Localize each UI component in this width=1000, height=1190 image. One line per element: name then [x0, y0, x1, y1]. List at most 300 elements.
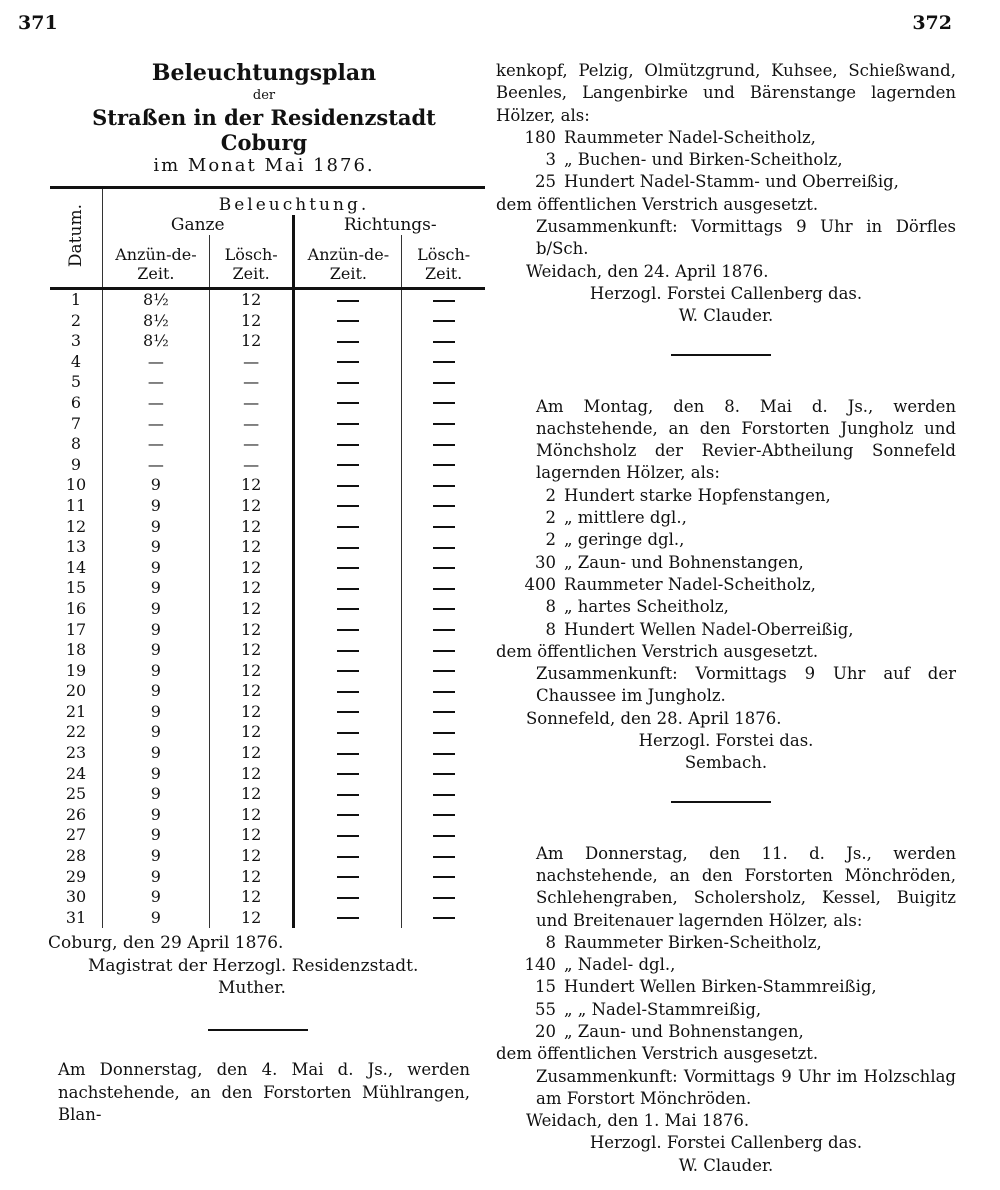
- extinguish-cell: 12: [209, 475, 294, 496]
- extinguish-cell: 12: [209, 764, 294, 785]
- directional-extinguish-cell: [402, 311, 485, 332]
- directional-extinguish-cell: [402, 393, 485, 414]
- dash-mark: [337, 382, 359, 384]
- table-row: [50, 764, 485, 785]
- list-item: [496, 1021, 956, 1043]
- ignite-cell: 9: [103, 867, 210, 888]
- ignite-cell: 9: [103, 661, 210, 682]
- directional-ignite-cell: [294, 537, 402, 558]
- dash-mark: [337, 341, 359, 343]
- directional-ignite-cell: [294, 722, 402, 743]
- dash-mark: [337, 773, 359, 775]
- dash-mark: [337, 526, 359, 528]
- table-row: [50, 846, 485, 867]
- extinguish-cell: 12: [209, 681, 294, 702]
- date-cell: 6: [70, 392, 82, 412]
- ignite-cell: 9: [103, 846, 210, 867]
- table-row: [50, 805, 485, 826]
- notice-block-2: [496, 396, 956, 775]
- extinguish-cell: 12: [209, 620, 294, 641]
- directional-ignite-cell: [294, 846, 402, 867]
- date-cell: 16: [65, 598, 87, 618]
- table-row: [50, 640, 485, 661]
- date-cell: 28: [65, 846, 87, 866]
- notice-3-name: W. Clauder.: [678, 1155, 774, 1175]
- date-cell: 11: [65, 495, 87, 515]
- col-anzuende-1: Anzün-de-Zeit.: [103, 235, 210, 289]
- directional-ignite-cell: [294, 517, 402, 538]
- dash-mark: [433, 382, 455, 384]
- dash-mark: [433, 670, 455, 672]
- ignite-cell: 8½: [103, 311, 210, 332]
- table-row: [50, 496, 485, 517]
- item-quantity: 25: [535, 172, 556, 192]
- item-quantity: 400: [524, 574, 556, 594]
- item-text: „ Nadel- dgl.,: [564, 955, 676, 975]
- directional-extinguish-cell: [402, 825, 485, 846]
- dash-mark: [433, 444, 455, 446]
- dash-mark: [433, 402, 455, 404]
- dash-mark: [433, 835, 455, 837]
- extinguish-cell: 12: [209, 496, 294, 517]
- directional-extinguish-cell: [402, 434, 485, 455]
- dash-mark: [337, 711, 359, 713]
- list-item: [496, 976, 956, 998]
- table-row: [50, 620, 485, 641]
- ignite-cell: 9: [103, 908, 210, 929]
- dash-mark: [433, 917, 455, 919]
- dash-mark: [337, 650, 359, 652]
- page-number-left: 371: [18, 12, 58, 34]
- notice-3-after: dem öffentlichen Verstrich ausgesetzt.: [496, 1044, 819, 1064]
- sub-header-richtungs: Richtungs-: [294, 215, 485, 235]
- directional-extinguish-cell: [402, 620, 485, 641]
- directional-extinguish-cell: [402, 558, 485, 579]
- list-item: [496, 932, 956, 954]
- directional-ignite-cell: [294, 455, 402, 476]
- plan-month: im Monat Mai 1876.: [153, 155, 375, 176]
- ignite-cell: —: [103, 455, 210, 476]
- extinguish-cell: 12: [209, 805, 294, 826]
- date-cell: 30: [65, 887, 87, 907]
- item-text: Hundert Nadel-Stamm- und Oberreißig,: [564, 172, 899, 192]
- item-quantity: 55: [535, 999, 556, 1019]
- notice-2-intro: Am Montag, den 8. Mai d. Js., werden nachstehende, an den Forstorten Jungholz und Mönchsholz der Revier-Abtheilung Sonnefeld lagernden Hölzer, als:: [536, 396, 956, 483]
- dash-mark: [433, 711, 455, 713]
- ignite-cell: 9: [103, 805, 210, 826]
- left-name: Muther.: [218, 978, 286, 998]
- ignite-cell: 8½: [103, 331, 210, 352]
- dash-mark: [337, 897, 359, 899]
- directional-extinguish-cell: [402, 887, 485, 908]
- extinguish-cell: 12: [209, 908, 294, 929]
- date-cell: 17: [65, 619, 87, 639]
- notice-2-office: Herzogl. Forstei das.: [638, 731, 814, 751]
- date-cell: 22: [65, 722, 87, 742]
- list-item: [496, 127, 956, 149]
- right-divider-1: [671, 354, 771, 356]
- lighting-table: [50, 186, 485, 928]
- directional-extinguish-cell: [402, 537, 485, 558]
- directional-ignite-cell: [294, 496, 402, 517]
- dash-mark: [433, 814, 455, 816]
- directional-extinguish-cell: [402, 722, 485, 743]
- directional-extinguish-cell: [402, 661, 485, 682]
- directional-ignite-cell: [294, 887, 402, 908]
- col-loesch-2: Lösch-Zeit.: [402, 235, 485, 289]
- directional-extinguish-cell: [402, 578, 485, 599]
- extinguish-cell: —: [209, 455, 294, 476]
- item-quantity: 180: [524, 127, 556, 147]
- table-row: [50, 661, 485, 682]
- extinguish-cell: 12: [209, 578, 294, 599]
- dash-mark: [433, 485, 455, 487]
- dash-mark: [433, 361, 455, 363]
- directional-ignite-cell: [294, 289, 402, 311]
- table-row: [50, 867, 485, 888]
- date-cell: 29: [65, 866, 87, 886]
- list-item: [496, 574, 956, 596]
- notice-2-meet: Zusammenkunft: Vormittags 9 Uhr auf der Chaussee im Jungholz.: [536, 664, 956, 706]
- list-item: [496, 596, 956, 618]
- right-column: [496, 60, 956, 1177]
- notice-1-after: dem öffentlichen Verstrich ausgesetzt.: [496, 194, 819, 214]
- ignite-cell: 9: [103, 599, 210, 620]
- date-cell: 24: [65, 763, 87, 783]
- extinguish-cell: 12: [209, 867, 294, 888]
- dash-mark: [337, 464, 359, 466]
- item-quantity: 140: [524, 955, 556, 975]
- table-row: [50, 475, 485, 496]
- dash-mark: [433, 567, 455, 569]
- dash-mark: [433, 300, 455, 302]
- dash-mark: [433, 547, 455, 549]
- notice-2-place: Sonnefeld, den 28. April 1876.: [526, 708, 782, 728]
- plan-subtitle: Straßen in der Residenzstadt Coburg: [92, 105, 436, 155]
- item-text: Raummeter Nadel-Scheitholz,: [564, 574, 816, 594]
- directional-ignite-cell: [294, 805, 402, 826]
- date-cell: 23: [65, 743, 87, 763]
- notice-1-name: W. Clauder.: [678, 306, 774, 326]
- directional-ignite-cell: [294, 578, 402, 599]
- date-cell: 9: [70, 454, 82, 474]
- extinguish-cell: 12: [209, 743, 294, 764]
- extinguish-cell: 12: [209, 640, 294, 661]
- date-cell: 20: [65, 681, 87, 701]
- extinguish-cell: 12: [209, 537, 294, 558]
- extinguish-cell: 12: [209, 825, 294, 846]
- directional-ignite-cell: [294, 867, 402, 888]
- item-quantity: 30: [535, 552, 556, 572]
- dash-mark: [337, 794, 359, 796]
- table-row: [50, 414, 485, 435]
- table-row: [50, 393, 485, 414]
- extinguish-cell: 12: [209, 722, 294, 743]
- date-cell: 7: [70, 413, 82, 433]
- list-item: [496, 999, 956, 1021]
- dash-mark: [337, 423, 359, 425]
- notice-2-after: dem öffentlichen Verstrich ausgesetzt.: [496, 641, 819, 661]
- table-row: [50, 681, 485, 702]
- date-cell: 31: [65, 907, 87, 927]
- left-issuer: Magistrat der Herzogl. Residenzstadt.: [88, 955, 419, 976]
- directional-extinguish-cell: [402, 681, 485, 702]
- directional-ignite-cell: [294, 702, 402, 723]
- ignite-cell: —: [103, 393, 210, 414]
- extinguish-cell: —: [209, 414, 294, 435]
- date-cell: 25: [65, 784, 87, 804]
- table-row: [50, 578, 485, 599]
- date-cell: 8: [70, 434, 82, 454]
- notice-block-1: [496, 60, 956, 328]
- item-text: Hundert Wellen Birken-Stammreißig,: [564, 977, 877, 997]
- page-number-right: 372: [912, 12, 952, 34]
- dash-mark: [337, 300, 359, 302]
- list-item: [496, 954, 956, 976]
- directional-extinguish-cell: [402, 331, 485, 352]
- directional-ignite-cell: [294, 640, 402, 661]
- table-row: [50, 599, 485, 620]
- item-text: „ Zaun- und Bohnenstangen,: [564, 1021, 804, 1041]
- dash-mark: [433, 691, 455, 693]
- extinguish-cell: 12: [209, 311, 294, 332]
- directional-ignite-cell: [294, 311, 402, 332]
- table-row: [50, 743, 485, 764]
- item-quantity: 20: [535, 1021, 556, 1041]
- directional-extinguish-cell: [402, 784, 485, 805]
- col-anzuende-2: Anzün-de-Zeit.: [294, 235, 402, 289]
- ignite-cell: 9: [103, 537, 210, 558]
- dash-mark: [433, 629, 455, 631]
- table-row: [50, 455, 485, 476]
- dash-mark: [337, 567, 359, 569]
- notice-3-place: Weidach, den 1. Mai 1876.: [526, 1111, 750, 1131]
- item-text: „ Zaun- und Bohnenstangen,: [564, 552, 804, 572]
- ignite-cell: 9: [103, 475, 210, 496]
- date-cell: 27: [65, 825, 87, 845]
- list-item: [496, 171, 956, 193]
- ignite-cell: 9: [103, 887, 210, 908]
- directional-extinguish-cell: [402, 640, 485, 661]
- directional-ignite-cell: [294, 908, 402, 929]
- dash-mark: [337, 320, 359, 322]
- notice-1-place: Weidach, den 24. April 1876.: [526, 261, 769, 281]
- extinguish-cell: 12: [209, 558, 294, 579]
- table-row: [50, 434, 485, 455]
- table-row: [50, 517, 485, 538]
- directional-extinguish-cell: [402, 475, 485, 496]
- item-quantity: 3: [545, 150, 556, 170]
- datum-header: Datum.: [66, 204, 86, 268]
- directional-extinguish-cell: [402, 908, 485, 929]
- extinguish-cell: 12: [209, 846, 294, 867]
- ignite-cell: 9: [103, 702, 210, 723]
- date-cell: 1: [70, 290, 82, 309]
- item-text: „ hartes Scheitholz,: [564, 597, 729, 617]
- item-text: Raummeter Birken-Scheitholz,: [564, 932, 822, 952]
- item-quantity: 8: [545, 597, 556, 617]
- ignite-cell: —: [103, 414, 210, 435]
- list-item: [496, 552, 956, 574]
- dash-mark: [433, 650, 455, 652]
- extinguish-cell: 12: [209, 702, 294, 723]
- left-date: Coburg, den 29 April 1876.: [48, 933, 284, 954]
- date-cell: 21: [65, 701, 87, 721]
- list-item: [496, 485, 956, 507]
- directional-ignite-cell: [294, 331, 402, 352]
- dash-mark: [433, 732, 455, 734]
- extinguish-cell: 12: [209, 599, 294, 620]
- extinguish-cell: 12: [209, 661, 294, 682]
- dash-mark: [337, 444, 359, 446]
- directional-extinguish-cell: [402, 867, 485, 888]
- dash-mark: [337, 629, 359, 631]
- directional-extinguish-cell: [402, 599, 485, 620]
- directional-extinguish-cell: [402, 496, 485, 517]
- col-loesch-1: Lösch-Zeit.: [209, 235, 294, 289]
- date-cell: 5: [70, 372, 82, 392]
- date-cell: 18: [65, 640, 87, 660]
- item-quantity: 8: [545, 619, 556, 639]
- extinguish-cell: 12: [209, 517, 294, 538]
- dash-mark: [337, 505, 359, 507]
- dash-mark: [337, 876, 359, 878]
- directional-ignite-cell: [294, 681, 402, 702]
- dash-mark: [433, 341, 455, 343]
- ignite-cell: 8½: [103, 289, 210, 311]
- extinguish-cell: —: [209, 393, 294, 414]
- item-quantity: 15: [535, 977, 556, 997]
- directional-ignite-cell: [294, 393, 402, 414]
- left-divider: [208, 1029, 308, 1031]
- dash-mark: [337, 547, 359, 549]
- dash-mark: [433, 794, 455, 796]
- dash-mark: [337, 588, 359, 590]
- dash-mark: [337, 732, 359, 734]
- notice-3-office: Herzogl. Forstei Callenberg das.: [589, 1133, 863, 1153]
- sub-header-ganze: Ganze: [103, 215, 294, 235]
- dash-mark: [433, 505, 455, 507]
- date-cell: 4: [70, 351, 82, 371]
- plan-title-der: der: [252, 88, 276, 103]
- item-text: Hundert Wellen Nadel-Oberreißig,: [564, 619, 854, 639]
- directional-ignite-cell: [294, 352, 402, 373]
- extinguish-cell: 12: [209, 887, 294, 908]
- item-text: „ „ Nadel-Stammreißig,: [564, 999, 762, 1019]
- list-item: [496, 529, 956, 551]
- ignite-cell: 9: [103, 640, 210, 661]
- ignite-cell: 9: [103, 743, 210, 764]
- notice-1-meet: Zusammenkunft: Vormittags 9 Uhr in Dörfles b/Sch.: [536, 217, 956, 259]
- date-cell: 14: [65, 557, 87, 577]
- directional-extinguish-cell: [402, 702, 485, 723]
- dash-mark: [433, 588, 455, 590]
- directional-extinguish-cell: [402, 414, 485, 435]
- dash-mark: [337, 835, 359, 837]
- directional-ignite-cell: [294, 414, 402, 435]
- group-header: Beleuchtung.: [103, 188, 486, 216]
- table-row: [50, 908, 485, 929]
- item-text: „ geringe dgl.,: [564, 530, 685, 550]
- notice-1-office: Herzogl. Forstei Callenberg das.: [589, 283, 863, 303]
- ignite-cell: 9: [103, 496, 210, 517]
- directional-ignite-cell: [294, 475, 402, 496]
- dash-mark: [337, 361, 359, 363]
- directional-extinguish-cell: [402, 764, 485, 785]
- dash-mark: [433, 897, 455, 899]
- directional-ignite-cell: [294, 599, 402, 620]
- ignite-cell: 9: [103, 620, 210, 641]
- notice-block-3: [496, 843, 956, 1177]
- directional-ignite-cell: [294, 558, 402, 579]
- table-row: [50, 537, 485, 558]
- ignite-cell: 9: [103, 681, 210, 702]
- item-quantity: 8: [545, 932, 556, 952]
- extinguish-cell: —: [209, 352, 294, 373]
- directional-extinguish-cell: [402, 805, 485, 826]
- dash-mark: [433, 876, 455, 878]
- dash-mark: [433, 753, 455, 755]
- list-item: [496, 619, 956, 641]
- directional-ignite-cell: [294, 372, 402, 393]
- extinguish-cell: 12: [209, 289, 294, 311]
- table-row: [50, 784, 485, 805]
- dash-mark: [337, 691, 359, 693]
- table-row: [50, 331, 485, 352]
- dash-mark: [433, 856, 455, 858]
- ignite-cell: —: [103, 352, 210, 373]
- directional-ignite-cell: [294, 743, 402, 764]
- directional-extinguish-cell: [402, 517, 485, 538]
- ignite-cell: —: [103, 434, 210, 455]
- table-row: [50, 372, 485, 393]
- list-item: [496, 149, 956, 171]
- notice-2-name: Sembach.: [684, 753, 768, 773]
- directional-ignite-cell: [294, 434, 402, 455]
- item-quantity: 2: [545, 485, 556, 505]
- extinguish-cell: 12: [209, 784, 294, 805]
- date-cell: 19: [65, 660, 87, 680]
- dash-mark: [433, 423, 455, 425]
- directional-ignite-cell: [294, 620, 402, 641]
- dash-mark: [337, 917, 359, 919]
- ignite-cell: 9: [103, 784, 210, 805]
- dash-mark: [337, 608, 359, 610]
- directional-extinguish-cell: [402, 743, 485, 764]
- left-column: [18, 60, 470, 1126]
- dash-mark: [433, 526, 455, 528]
- dash-mark: [337, 753, 359, 755]
- ignite-cell: 9: [103, 578, 210, 599]
- notice-3-intro: Am Donnerstag, den 11. d. Js., werden nachstehende, an den Forstorten Mönchröden, Schlehengraben, Scholersholz, Kessel, Buigitz und Breitenauer lagernden Hölzer, als:: [536, 843, 956, 930]
- ignite-cell: 9: [103, 558, 210, 579]
- directional-extinguish-cell: [402, 846, 485, 867]
- right-divider-2: [671, 801, 771, 803]
- dash-mark: [337, 670, 359, 672]
- dash-mark: [337, 402, 359, 404]
- ignite-cell: 9: [103, 722, 210, 743]
- table-row: [50, 352, 485, 373]
- directional-ignite-cell: [294, 784, 402, 805]
- item-quantity: 2: [545, 530, 556, 550]
- item-text: „ Buchen- und Birken-Scheitholz,: [564, 150, 843, 170]
- table-row: [50, 558, 485, 579]
- date-cell: 10: [65, 475, 87, 495]
- date-cell: 15: [65, 578, 87, 598]
- dash-mark: [433, 320, 455, 322]
- table-row: [50, 702, 485, 723]
- directional-extinguish-cell: [402, 289, 485, 311]
